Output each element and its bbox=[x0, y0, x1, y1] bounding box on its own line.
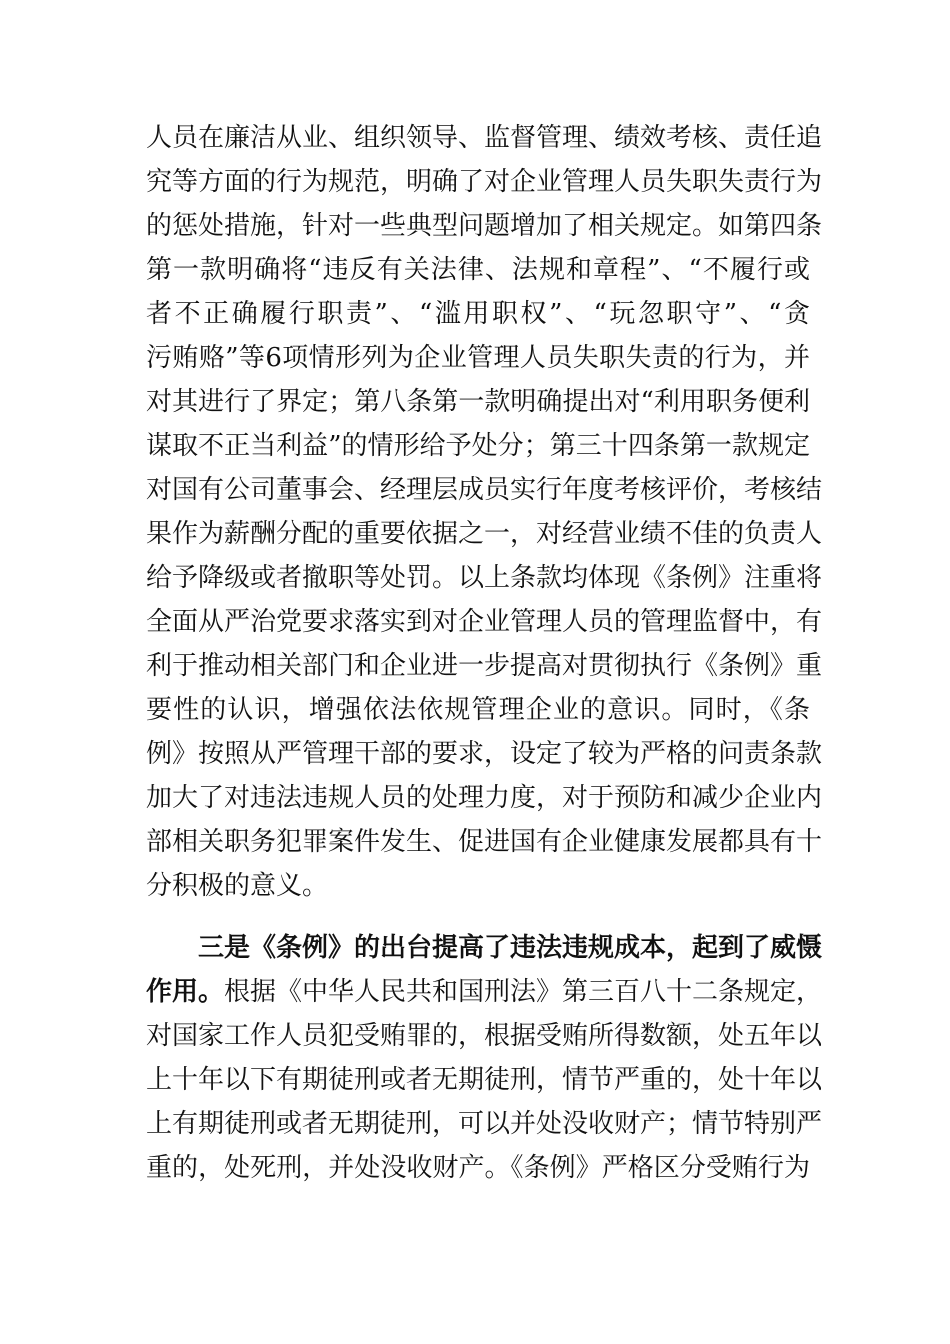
paragraph-2-line-6: 重的，处死刑，并处没收财产。《条例》严格区分受贿行为 bbox=[146, 1153, 810, 1183]
paragraph-1-line-5: 者不正确履行职责”、“滥用职权”、“玩忽职守”、“贪 bbox=[146, 299, 810, 329]
paragraph-1-line-3: 的惩处措施，针对一些典型问题增加了相关规定。如第四条 bbox=[146, 211, 823, 241]
paragraph-1-line-8: 谋取不正当利益”的情形给予处分；第三十四条第一款规定 bbox=[146, 431, 810, 461]
paragraph-1-line-4: 第一款明确将“违反有关法律、法规和章程”、“不履行或 bbox=[146, 255, 810, 285]
paragraph-1-line-2: 究等方面的行为规范，明确了对企业管理人员失职失责行为 bbox=[146, 167, 823, 197]
paragraph-1-line-13: 利于推动相关部门和企业进一步提高对贯彻执行《条例》重 bbox=[146, 651, 823, 681]
paragraph-1-line-15: 例》按照从严管理干部的要求，设定了较为严格的问责条款 bbox=[146, 739, 823, 769]
paragraph-2-line-5: 上有期徒刑或者无期徒刑，可以并处没收财产；情节特别严 bbox=[146, 1109, 823, 1139]
paragraph-1-line-11: 给予降级或者撤职等处罚。以上条款均体现《条例》注重将 bbox=[146, 563, 823, 593]
paragraph-1-line-1: 人员在廉洁从业、组织领导、监督管理、绩效考核、责任追 bbox=[146, 123, 823, 153]
paragraph-1-line-12: 全面从严治党要求落实到对企业管理人员的管理监督中，有 bbox=[146, 607, 823, 637]
paragraph-1-line-16: 加大了对违法违规人员的处理力度，对于预防和减少企业内 bbox=[146, 783, 823, 813]
paragraph-2-heading-end: 作用。 bbox=[146, 977, 225, 1007]
paragraph-1-line-18: 分积极的意义。 bbox=[146, 871, 329, 901]
paragraph-1-line-14: 要性的认识，增强依法依规管理企业的意识。同时，《条 bbox=[146, 695, 810, 725]
paragraph-2-line-3: 对国家工作人员犯受贿罪的，根据受贿所得数额，处五年以 bbox=[146, 1021, 823, 1051]
paragraph-1-line-10: 果作为薪酬分配的重要依据之一，对经营业绩不佳的负责人 bbox=[146, 519, 823, 549]
paragraph-2-line-2 bbox=[146, 972, 823, 1012]
paragraph-1-line-17: 部相关职务犯罪案件发生、促进国有企业健康发展都具有十 bbox=[146, 827, 823, 857]
paragraph-2-line-2-text: 根据《中华人民共和国刑法》第三百八十二条规定， bbox=[224, 977, 823, 1007]
paragraph-1-line-9: 对国有公司董事会、经理层成员实行年度考核评价，考核结 bbox=[146, 475, 823, 505]
paragraph-1-line-6: 污贿赂”等6项情形列为企业管理人员失职失责的行为，并 bbox=[146, 343, 810, 373]
paragraph-2-line-4: 上十年以下有期徒刑或者无期徒刑，情节严重的，处十年以 bbox=[146, 1065, 823, 1095]
paragraph-1-line-7: 对其进行了界定；第八条第一款明确提出对“利用职务便利 bbox=[146, 387, 810, 417]
paragraph-2-heading: 三是《条例》的出台提高了违法违规成本，起到了威慑 bbox=[198, 933, 823, 963]
